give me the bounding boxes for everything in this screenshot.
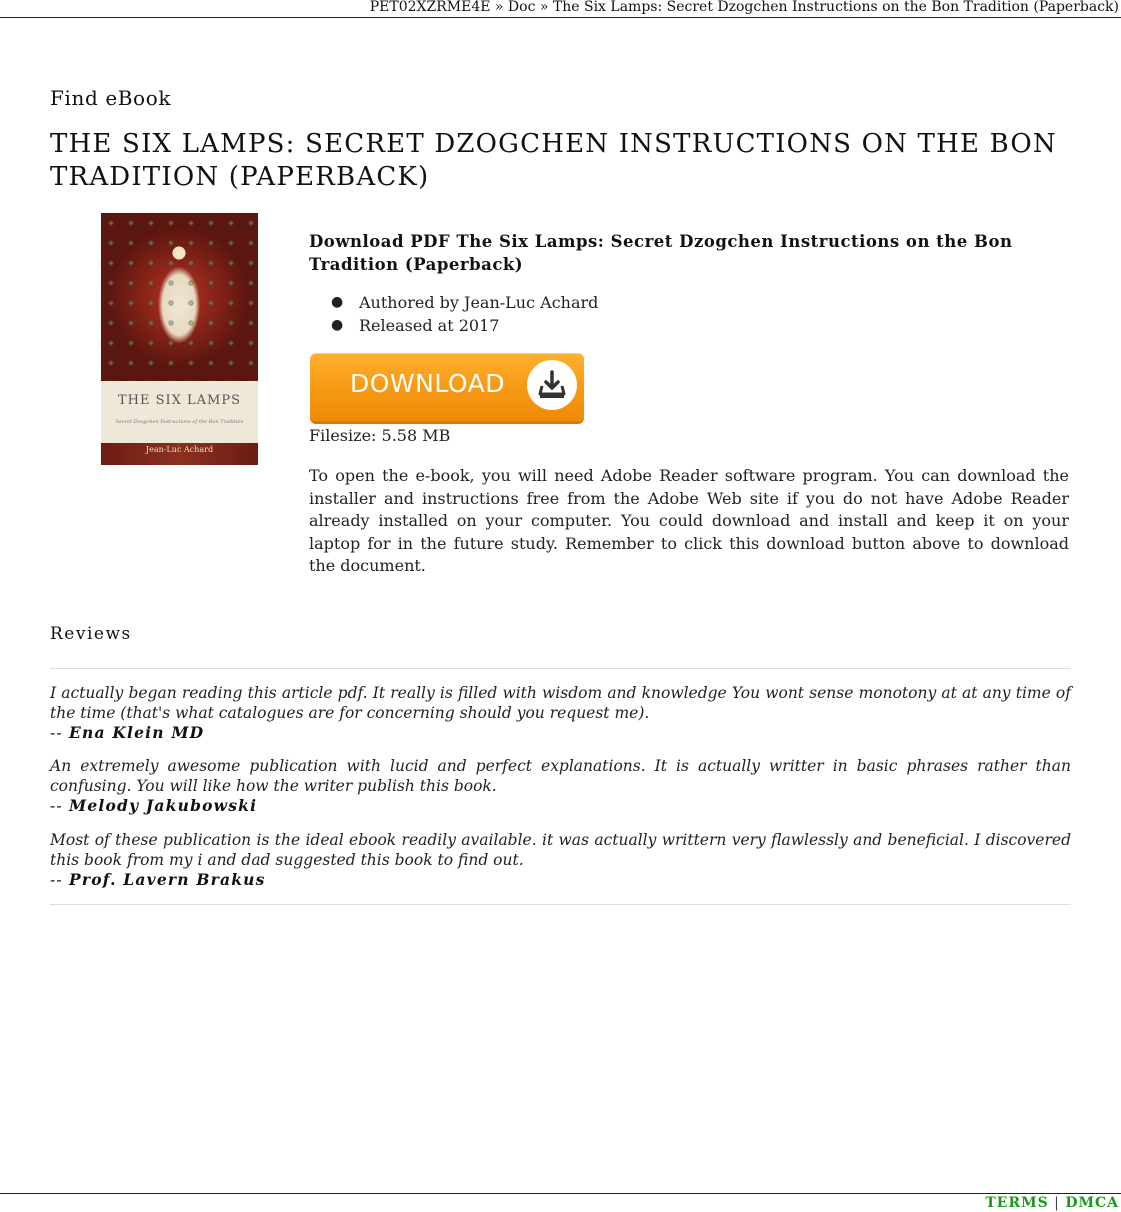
review-author	[50, 870, 1071, 890]
footer-separator: |	[1048, 1195, 1066, 1211]
review-author	[50, 723, 1071, 743]
review-item	[50, 756, 1071, 816]
author-prefix: --	[50, 724, 70, 742]
reviews-heading: Reviews	[50, 624, 132, 644]
breadcrumb-code[interactable]: PET02XZRME4E	[369, 0, 491, 15]
download-button[interactable]	[310, 353, 584, 421]
list-item	[309, 291, 598, 314]
breadcrumb-separator: »	[535, 0, 553, 15]
page-title: THE SIX LAMPS: SECRET DZOGCHEN INSTRUCTIONS ON THE BON TRADITION (PAPERBACK)	[50, 129, 1057, 192]
review-author	[50, 796, 1071, 816]
download-instructions: To open the e-book, you will need Adobe Reader software program. You can download the installer and instructions free from the Adobe Web site if you do not have Adobe Reader already installed on your computer. You could download and install and keep it on your laptop for in the future study. Remember to click this download button above to download the document.	[309, 466, 1069, 575]
cover-artwork	[101, 213, 258, 381]
filesize-label: Filesize: 5.58 MB	[309, 426, 451, 445]
breadcrumb-title[interactable]: The Six Lamps: Secret Dzogchen Instructions on the Bon Tradition (Paperback)	[552, 0, 1119, 15]
footer-divider	[0, 1193, 1121, 1194]
breadcrumb-section[interactable]: Doc	[507, 0, 536, 15]
cover-author: Jean-Luc Achard	[145, 445, 214, 454]
bullet-icon: ●	[331, 294, 344, 310]
download-heading: Download PDF The Six Lamps: Secret Dzogchen Instructions on the Bon Tradition (Paperback)	[309, 232, 1013, 274]
author-name: Melody Jakubowski	[69, 796, 258, 815]
dmca-link[interactable]: DMCA	[1065, 1195, 1119, 1211]
review-item	[50, 683, 1071, 743]
book-meta-list	[309, 291, 598, 337]
author-name: Prof. Lavern Brakus	[69, 870, 266, 889]
breadcrumb	[370, 0, 1119, 15]
review-text: I actually began reading this article pdf. It really is filled with wisdom and knowledge You wont sense monotony at at any time of the time (that's what catalogues are for concerning should you request me).	[50, 684, 1071, 722]
divider	[50, 668, 1071, 669]
cover-title-panel	[101, 381, 258, 443]
meta-author: Authored by Jean-Luc Achard	[359, 293, 599, 312]
footer-links	[985, 1195, 1119, 1211]
download-button-label: DOWNLOAD	[350, 369, 505, 398]
bullet-icon: ●	[331, 317, 344, 333]
top-bar	[0, 0, 1121, 18]
find-ebook-label: Find eBook	[50, 86, 172, 110]
divider	[50, 904, 1071, 905]
cover-subtitle: Secret Dzogchen Instructions of the Bon Tradition	[115, 419, 244, 425]
meta-release: Released at 2017	[359, 316, 500, 335]
author-name: Ena Klein MD	[69, 723, 205, 742]
cover-author-band	[101, 443, 258, 465]
download-icon	[527, 360, 577, 410]
terms-link[interactable]: TERMS	[985, 1195, 1049, 1211]
review-text: An extremely awesome publication with lucid and perfect explanations. It is actually writter in basic phrases rather than confusing. You will like how the writer publish this book.	[50, 757, 1071, 795]
book-cover-image[interactable]	[101, 213, 258, 465]
author-prefix: --	[50, 871, 70, 889]
breadcrumb-separator: »	[490, 0, 508, 15]
review-item	[50, 830, 1071, 890]
author-prefix: --	[50, 797, 70, 815]
review-text: Most of these publication is the ideal ebook readily available. it was actually writtern very flawlessly and beneficial. I discovered this book from my i and dad suggested this book to find out.	[50, 831, 1071, 869]
list-item	[309, 314, 598, 337]
cover-title: THE SIX LAMPS	[117, 393, 242, 408]
